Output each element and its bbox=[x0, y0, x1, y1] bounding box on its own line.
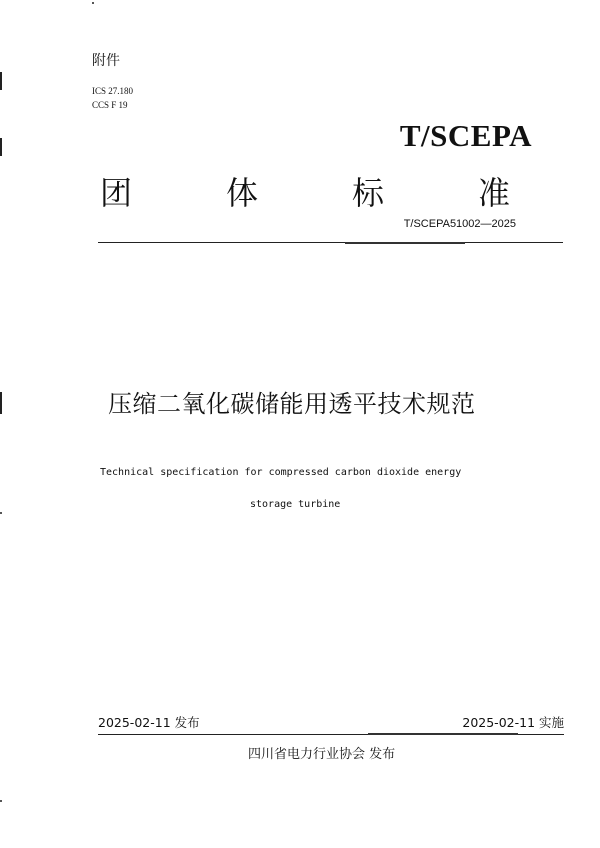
standard-type-char: 体 bbox=[225, 174, 258, 212]
scan-edge-mark bbox=[0, 72, 2, 90]
standard-type-char: 团 bbox=[100, 174, 133, 212]
publisher: 四川省电力行业协会 发布 bbox=[248, 747, 396, 762]
attachment-label: 附件 bbox=[92, 53, 120, 69]
scan-edge-mark bbox=[0, 138, 2, 156]
document-title-cn: 压缩二氧化碳储能用透平技术规范 bbox=[108, 390, 476, 418]
standard-code: T/SCEPA bbox=[399, 118, 532, 153]
implement-date: 2025-02-11 实施 bbox=[462, 715, 564, 730]
standard-type-char: 标 bbox=[351, 174, 384, 212]
header-divider-accent bbox=[345, 242, 465, 244]
scan-speck bbox=[0, 512, 2, 514]
standard-type bbox=[100, 168, 510, 214]
standard-type-char: 准 bbox=[477, 174, 510, 212]
release-date: 2025-02-11 发布 bbox=[98, 715, 200, 730]
ics-code: ICS 27.180 bbox=[92, 86, 134, 96]
standard-number: T/SCEPA51002—2025 bbox=[403, 218, 516, 230]
document-title-en-line2: storage turbine bbox=[250, 499, 341, 510]
header-divider bbox=[98, 242, 563, 243]
ccs-code: CCS F 19 bbox=[92, 100, 128, 110]
scan-speck bbox=[0, 800, 2, 802]
classification-codes bbox=[92, 84, 133, 112]
footer-divider-accent bbox=[368, 733, 518, 735]
scan-speck bbox=[92, 2, 94, 4]
scan-edge-mark bbox=[0, 392, 2, 414]
document-title-en-line1: Technical specification for compressed carbon dioxide energy bbox=[100, 467, 462, 478]
